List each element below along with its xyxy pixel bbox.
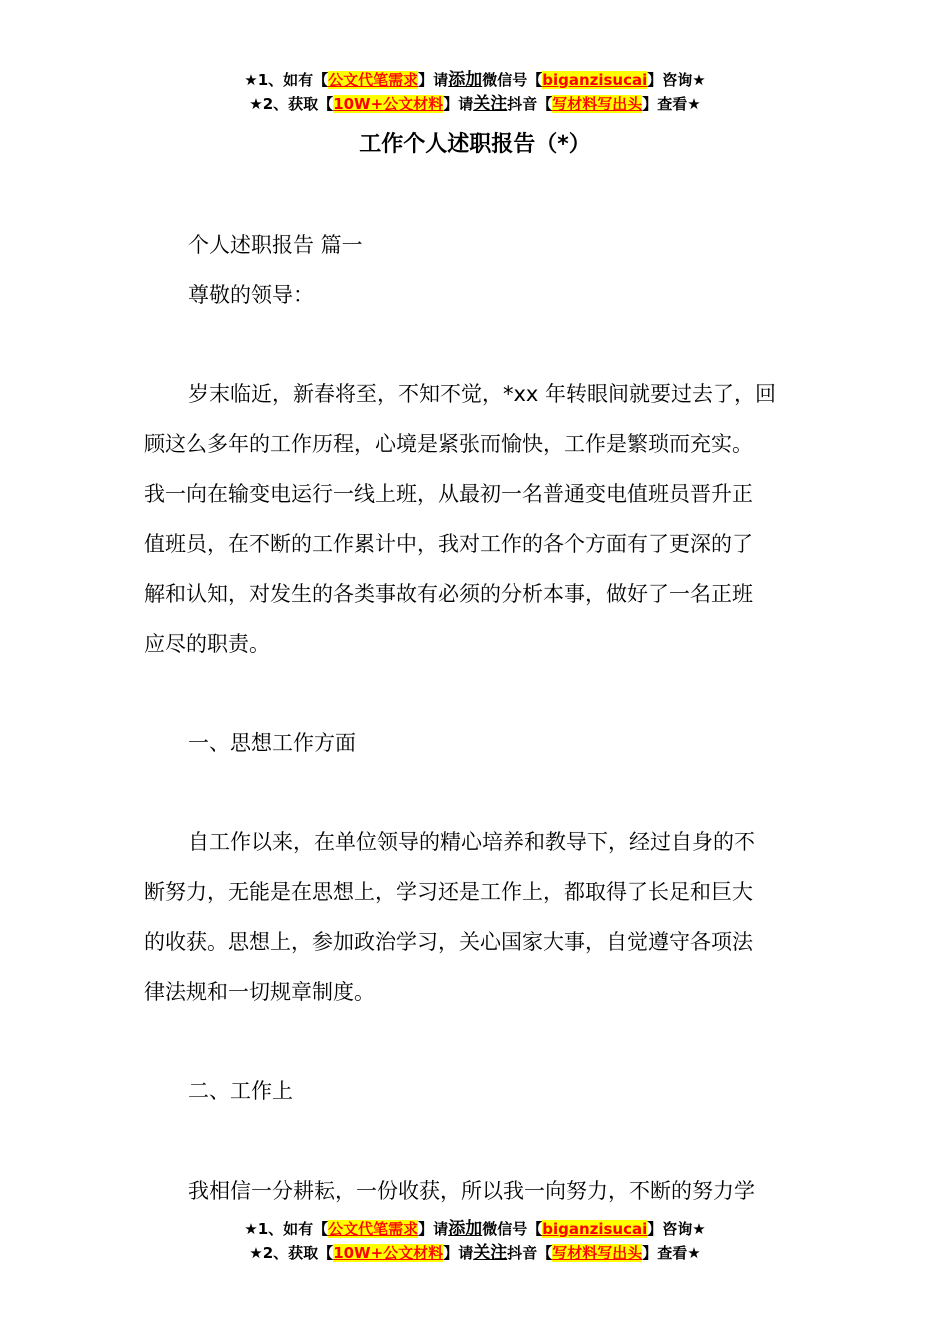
- paragraph-line: 应尽的职责。: [144, 632, 270, 656]
- banner-text: 】咨询★: [647, 71, 706, 89]
- banner-emphasis: 关注: [473, 94, 508, 114]
- banner-text: 】请: [418, 1220, 449, 1238]
- banner-emphasis: 关注: [473, 1243, 508, 1263]
- section-title-2: 二、工作上: [188, 1079, 293, 1103]
- banner-line-2: [0, 1241, 950, 1265]
- header-banner: [0, 68, 950, 116]
- paragraph-line: 值班员，在不断的工作累计中，我对工作的各个方面有了更深的了: [144, 532, 753, 556]
- banner-highlight: 10W+公文材料: [333, 1244, 444, 1262]
- banner-line-1: [0, 68, 950, 92]
- banner-text: 抖音【: [507, 1244, 553, 1262]
- document-title: 工作个人述职报告（*）: [359, 132, 591, 157]
- paragraph-line: 断努力，无能是在思想上，学习还是工作上，都取得了长足和巨大: [144, 880, 753, 904]
- banner-highlight: 写材料写出头: [552, 95, 643, 113]
- banner-text: ★2、获取【: [249, 95, 334, 113]
- banner-text: 微信号【: [482, 1220, 543, 1238]
- footer-banner: [0, 1217, 950, 1265]
- banner-text: 】请: [418, 71, 449, 89]
- banner-line-1: [0, 1217, 950, 1241]
- salutation: 尊敬的领导：: [188, 283, 314, 307]
- banner-text: 】请: [443, 1244, 474, 1262]
- section-heading: 个人述职报告 篇一: [188, 233, 363, 257]
- banner-text: 抖音【: [507, 95, 553, 113]
- banner-emphasis: 添加: [448, 70, 483, 90]
- banner-line-2: [0, 92, 950, 116]
- banner-text: ★1、如有【: [244, 71, 329, 89]
- banner-text: 】查看★: [642, 95, 701, 113]
- banner-text: 】查看★: [642, 1244, 701, 1262]
- banner-text: ★2、获取【: [249, 1244, 334, 1262]
- banner-highlight: 写材料写出头: [552, 1244, 643, 1262]
- section-title-1: 一、思想工作方面: [188, 731, 356, 755]
- paragraph-line: 顾这么多年的工作历程，心境是紧张而愉快，工作是繁琐而充实。: [144, 432, 753, 456]
- banner-highlight: biganzisucai: [542, 71, 648, 89]
- banner-highlight: 公文代笔需求: [328, 1220, 419, 1238]
- paragraph-line: 的收获。思想上，参加政治学习，关心国家大事，自觉遵守各项法: [144, 930, 753, 954]
- banner-emphasis: 添加: [448, 1219, 483, 1239]
- paragraph-line: 自工作以来，在单位领导的精心培养和教导下，经过自身的不: [188, 830, 755, 854]
- banner-text: 】请: [443, 95, 474, 113]
- banner-text: 】咨询★: [647, 1220, 706, 1238]
- paragraph-line: 解和认知，对发生的各类事故有必须的分析本事，做好了一名正班: [144, 582, 753, 606]
- banner-highlight: 10W+公文材料: [333, 95, 444, 113]
- banner-highlight: 公文代笔需求: [328, 71, 419, 89]
- banner-highlight: biganzisucai: [542, 1220, 648, 1238]
- banner-text: 微信号【: [482, 71, 543, 89]
- paragraph-line: 我相信一分耕耘，一份收获，所以我一向努力，不断的努力学: [188, 1179, 755, 1203]
- paragraph-line: 律法规和一切规章制度。: [144, 980, 375, 1004]
- paragraph-line: 岁末临近，新春将至，不知不觉，*xx 年转眼间就要过去了，回: [188, 382, 777, 406]
- banner-text: ★1、如有【: [244, 1220, 329, 1238]
- paragraph-line: 我一向在输变电运行一线上班，从最初一名普通变电值班员晋升正: [144, 482, 753, 506]
